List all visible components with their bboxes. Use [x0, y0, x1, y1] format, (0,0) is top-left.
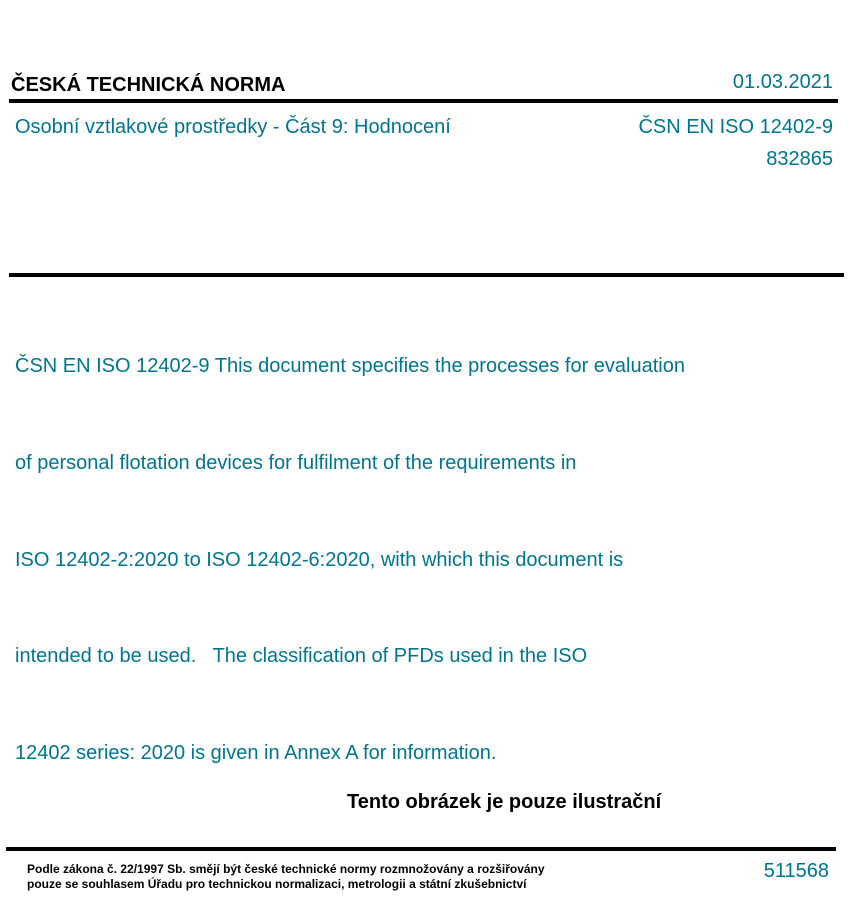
- footer-divider: [6, 847, 836, 851]
- document-code: ČSN EN ISO 12402-9: [638, 116, 833, 138]
- order-number: 511568: [763, 860, 829, 882]
- abstract-line: of personal flotation devices for fulfilment of the requirements in: [15, 452, 577, 475]
- section-divider: [9, 273, 844, 277]
- classification-number: 832865: [766, 148, 833, 170]
- legal-notice-line: Podle zákona č. 22/1997 Sb. smějí být české technické normy rozmnožovány a rozšiřovány: [27, 862, 545, 876]
- legal-notice-line: pouze se souhlasem Úřadu pro technickou normalizaci, metrologii a státní zkušebnictví: [27, 877, 527, 891]
- abstract-line: 12402 series: 2020 is given in Annex A for information.: [15, 741, 497, 764]
- abstract: [15, 286, 755, 801]
- abstract-line: ČSN EN ISO 12402-9 This document specifies the processes for evaluation: [15, 355, 685, 378]
- abstract-line: ISO 12402-2:2020 to ISO 12402-6:2020, with which this document is: [15, 548, 624, 571]
- header-divider: [9, 99, 838, 103]
- norm-label: ČESKÁ TECHNICKÁ NORMA: [11, 74, 286, 96]
- publication-date: 01.03.2021: [732, 71, 833, 93]
- illustration-note: Tento obrázek je pouze ilustrační: [347, 791, 662, 813]
- abstract-line: intended to be used. The classification of PFDs used in the ISO: [15, 645, 588, 668]
- legal-notice: [27, 862, 545, 892]
- document-title: Osobní vztlakové prostředky - Část 9: Hodnocení: [15, 116, 451, 138]
